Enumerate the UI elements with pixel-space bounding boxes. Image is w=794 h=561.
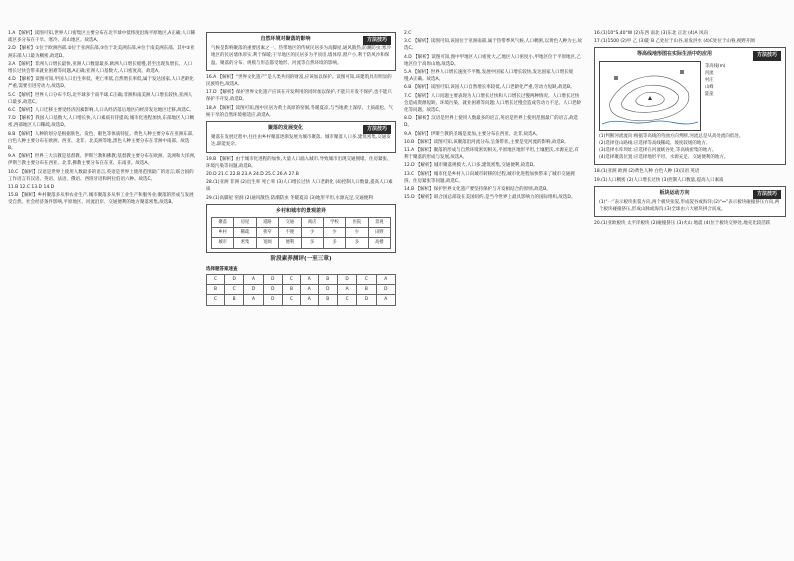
answer-item: 2.D 【解析】①位于欧洲西部,②位于亚洲东部,③位于北美洲东部,④位于南美洲东部。其中②亚洲东部人口最为稠密,故选D。 [8,46,195,59]
answer-cell: D [263,285,282,295]
answer-item: 8.D 【解析】汉语是世界上使用人数最多的语言,英语是世界上使用范围最广的语言,故选D。 [404,116,579,129]
answer-item: 11.B 12.C 13.D 14.D [8,185,55,191]
tip-text: 气候是影响聚落的重要因素之一。热带地区的传统民居多为高脚屋,通风散热,防潮防虫;寒冷地区的民居墙体厚实,利于保暖;干旱地区的民居多为平顶房,墙体厚,窗户小,利于防风沙和保温。聚落的分布、规模与形态都受地形、河流等自然环境的影响。 [211,46,391,66]
answer-item: 15.B 【解析】乡村聚落多从事农业生产,城市聚落多从事工业生产和服务业;聚落的形成与发展受自然、社会经济条件影响,平原地区、河流沿岸、交通便利的地方聚落密集,故选B。 [8,193,194,206]
tip-box [206,121,396,153]
answer-cell: B [224,295,243,305]
answer-item: 7.D 【解析】我国人口基数大,人口增长快,人口素质有待提高;城市化进程加快,东部地区人口稠密,西部地区人口稀疏,故选D。 [8,116,194,129]
map-box [594,47,786,165]
answer-item: 3.C 【解析】读图可知,该国位于亚洲南部,属于热带季风气候,人口稠密,以黄色人种为主,故选C。 [404,39,583,52]
table-row [212,228,391,238]
table-cell: 便利 [279,238,301,248]
table-cell: 宽阔 [256,238,278,248]
answer-cell: D [376,285,395,295]
answer-cell: C [207,275,225,285]
answer-item: 13.C 【解析】城市化是乡村人口向城市转移的过程,城市化进程加快带来了城市交通拥挤、住房紧张等问题,故选C。 [404,171,575,184]
tip-title: 自然环境对聚落的影响 [260,36,311,42]
column-4 [594,30,786,229]
tip-box [594,186,786,218]
answer-cell: D [318,285,337,295]
answer-cell: A [244,275,263,285]
answer-item: 12.D 【解析】城市聚落规模大,人口多,建筑密集,交通便利,故选D。 [404,163,538,169]
answer-cell: C [207,295,225,305]
legend-item: 山峰 [705,85,714,91]
answer-item: 29.(1)高脚屋 窑洞 (2)通风散热,防潮防虫 冬暖夏凉 (3)地形平坦,水源充足,交通便利 [206,195,373,201]
table-row [207,275,396,285]
answer-item: 16.A 【解析】“世界文化遗产”是人类共同的财富,应该加以保护。读图可知,该建筑具有明显的民族特色,故选A。 [206,74,392,88]
answer-cell: A [300,295,318,305]
answer-grid-title: 选择题答案速查 [206,266,238,272]
answer-cell: B [357,285,376,295]
answer-item: 19.B 【解析】由于城市化进程的加快,大量人口涌入城市,导致城市出现交通拥堵、住房紧张、环境污染等问题,故选B。 [206,156,392,169]
table-cell: 少 [301,228,323,238]
legend-item: 陡崖 [705,92,714,98]
answer-cell: C [224,285,243,295]
legend-item: 河流 [705,70,714,76]
answer-item: 18.A 【解析】读图可知,图中民居为黄土高原的窑洞,冬暖夏凉,与当地黄土深厚、土质疏松、气候干旱的自然环境相适应,故选A。 [206,105,393,118]
answer-cell: D [263,295,282,305]
answer-cell: D [357,295,376,305]
column-3 [404,30,582,202]
answer-cell: A [376,275,395,285]
answer-item: 19.(1)人口稠密 (2)人口增长过快 (3)控制人口数量,提高人口素质 [594,177,724,183]
table-cell: 稀疏 [234,228,256,238]
table-row [207,285,396,295]
table-cell: 密集 [234,238,256,248]
tip-tag: 方法技巧 [753,190,781,199]
note-item: (4)选择聚落位置:应选择地形平坦、水源充足、交通便利的地方。 [599,155,729,161]
answer-item: 5.A 【解析】世界人口增长速度不平衡,发展中国家人口增长较快,发达国家人口增长缓慢,A正确。故选A。 [404,70,574,83]
legend-item: 等高线(m) [705,63,726,69]
tip-tag: 方法技巧 [363,125,391,134]
note-item: (3)选择水库坝址:应选择在河流峡谷处,等高线密集的地方。 [599,148,717,154]
table-header: 医院 [346,218,368,228]
table-cell: 田野 [368,228,390,238]
answer-item: 20.(1)亚欧板块 太平洋板块 (2)碰撞挤压 (3)火山 地震 (4)位于板块交界处,地壳比较活跃 [594,221,771,227]
answer-item: 10.B 【解析】读图可知,该聚落沿河流分布,呈条带状,主要是受河流的影响,故选B。 [404,139,569,145]
contour-map-image [600,62,700,130]
table-cell: 多 [323,238,345,248]
table-header: 交通 [279,218,301,228]
table-cell: 多 [346,238,368,248]
answer-cell: A [300,275,318,285]
column-2 [206,30,396,306]
answer-cell: C [282,275,300,285]
answer-item: 8.B 【解析】人种的划分是根据肤色、发色、眼色等体质特征。黄色人种主要分布在亚洲东部,白色人种主要分布在欧洲、西亚、北非、北美洲等地,黑色人种主要分布在非洲中南部。故选B。 [8,131,194,152]
table-header: 商店 [301,218,323,228]
answer-cell: B [282,285,300,295]
tip-text: (1)“一”表示板块张裂方向,两个板块张裂,形成裂谷或海洋;(2)“↔”表示板块碰撞挤压方向,两个板块碰撞挤压,形成山脉或海沟;(3)全球由六大板块拼合而成。 [599,200,780,213]
table-row [207,295,396,305]
answer-item: 15.D 【解析】联合国总部设在美国纽约,是当今世界上最具影响力的国际组织,故选D。 [404,195,576,201]
answer-item: 16.(1)10°S,40°W (2)东西 南北 (3)东北 正北 (4)A 风向 [594,31,709,36]
answer-cell: A [337,285,356,295]
note-item: (1)判断河流流向:根据等高线的弯曲方向判断,河流总是从高处流向低处。 [599,133,744,139]
answer-item: 3.A 【解析】非洲人口增长最快,亚洲人口数量最多,欧洲人口增长缓慢,甚至出现负增长。人口增长过快会带来就业困难等问题,A正确;亚洲人口基数大,人口密度高。故选A。 [8,61,193,75]
column-1 [8,30,196,208]
tip-tag: 方法技巧 [753,51,781,60]
answer-cell: B [207,285,225,295]
answer-cell: A [244,295,263,305]
answer-item: 20.D 21.C 22.B 23.A 24.D 25.C 26.A 27.B [206,172,299,178]
answer-cell: B [318,275,337,285]
tip-text: 聚落在发展过程中,往往由乡村聚落逐渐发展为城市聚落。城市聚落人口多,建筑密集,交通发达,职能复杂。 [211,135,391,148]
table-header: 景观 [368,218,390,228]
comparison-table-box [206,204,396,253]
map-title: 等高线地形图在实际生活中的应用 [636,51,712,58]
legend-item: 村庄 [705,78,714,84]
answer-cell: C [337,295,356,305]
answer-item: 4.D 【解析】读图可知,图中甲地区人口密度大,乙地区人口密度小,甲地区位于平原地区,乙地区位于高原山地,故选D。 [404,54,581,67]
answer-item: 4.D 【解析】读图可知,甲国人口出生率低、死亡率低,自然增长率低,属于发达国家,人口老龄化严重,需要引进劳动力,故选D。 [8,77,194,90]
answer-item: 9.A 【解析】伊斯兰教的圣城是麦加,主要分布在西亚、北非,故选A。 [404,131,541,137]
answer-item: 17.(1)1500 (2)甲 乙 (3)陡 B 乙处位于山谷,易发洪水 (4)C处位于山脊,视野开阔 [594,39,755,45]
table-cell: 少 [323,228,345,238]
answer-item: 14.B 【解析】保护世界文化遗产要坚持保护与开发相结合的原则,故选B。 [404,187,551,193]
answer-item: 5.C 【解析】世界人口分布不均,北半球多于南半球,C正确;非洲和南美洲人口增长较快,亚洲人口最多,故选C。 [8,92,193,105]
answer-cell: B [318,295,337,305]
answer-cell: D [263,275,282,285]
answer-cell: D [224,275,243,285]
answer-item: 9.A 【解析】世界三大宗教是基督教、伊斯兰教和佛教;基督教主要分布在欧洲、美洲和大洋洲,伊斯兰教主要分布在西亚、北非,佛教主要分布在东亚、东南亚。故选A。 [8,154,196,167]
answer-item: 28.(1)亚洲 非洲 (2)出生率 死亡率 (3)人口增长过快 人口老龄化 (4)控制人口数量,提高人口素质 [206,180,393,193]
table-cell: 高楼 [368,238,390,248]
table-cell: 狭窄 [256,228,278,238]
answer-item: 6.B 【解析】读图可知,该国人口自然增长率较低,人口老龄化严重,劳动力短缺,故选B。 [404,85,575,91]
table-cell: 不便 [279,228,301,238]
tip-tag: 方法技巧 [363,36,391,45]
answer-grid [206,274,396,306]
answer-item: 2.C [404,31,412,36]
table-header: 房屋 [234,218,256,228]
answer-item: 10.C 【解析】汉语是世界上使用人数最多的语言,英语是世界上使用范围最广的语言;联合国的工作语言有汉语、英语、法语、俄语、西班牙语和阿拉伯语六种。故选C。 [8,169,194,182]
comparison-table [211,217,391,249]
answer-cell: D [337,275,356,285]
table-cell: 少 [346,228,368,238]
table-header: 聚落 [212,218,234,228]
answer-item: 7.C 【解析】人口问题主要表现为人口增长过快和人口增长过慢两种情况。人口增长过快会造成资源短缺、环境污染、就业困难等问题;人口增长过慢会造成劳动力不足、人口老龄化等问题。故选C。 [404,93,582,114]
table-header: 学校 [323,218,345,228]
answer-cell: A [300,285,318,295]
contour-map [599,61,701,131]
answer-cell: D [244,285,263,295]
note-item: (2)选择登山路线:应选择等高线稀疏、坡度较缓的地方。 [599,140,711,146]
tip-box [206,32,396,71]
answer-item: 17.D 【解析】保护世界文化遗产应该在开发利用的同时加以保护,不能只开发不保护,也不能只保护不开发,故选D。 [206,90,392,103]
answer-cell: C [282,295,300,305]
answer-item: 11.A 【解析】聚落的形成与自然环境密切相关,平原地区地形平坦,土壤肥沃,水源充足,有利于聚落的形成与发展,故选A。 [404,148,579,161]
table-cell: 多 [301,238,323,248]
answer-item: 6.C 【解析】人口迁移主要受经济因素影响,人口从经济落后地区向经济发达地区迁移,故选C。 [8,108,194,114]
table-cell: 乡村 [212,228,234,238]
table-title: 乡村和城市的景观差异 [275,207,326,214]
answer-cell: C [357,275,376,285]
answer-cell: A [376,295,395,305]
table-row [212,238,391,248]
table-header: 道路 [256,218,278,228]
tip-title: 板块运动方向 [659,189,690,196]
answer-item: 18.(1)亚洲 欧洲 (2)黄色人种 白色人种 (3)汉语 英语 [594,169,700,175]
answer-item: 1.A 【解析】读图可知,世界人口密集区主要分布在北半球中低纬度沿海平原地区,A正确;人口稀疏区多分布在干旱、寒冷、高山地区。故选A。 [8,31,196,44]
tip-title: 聚落的发展变化 [267,125,303,132]
stage-title: 阶段素养测评(一至三章) [270,255,332,262]
table-cell: 城市 [212,238,234,248]
